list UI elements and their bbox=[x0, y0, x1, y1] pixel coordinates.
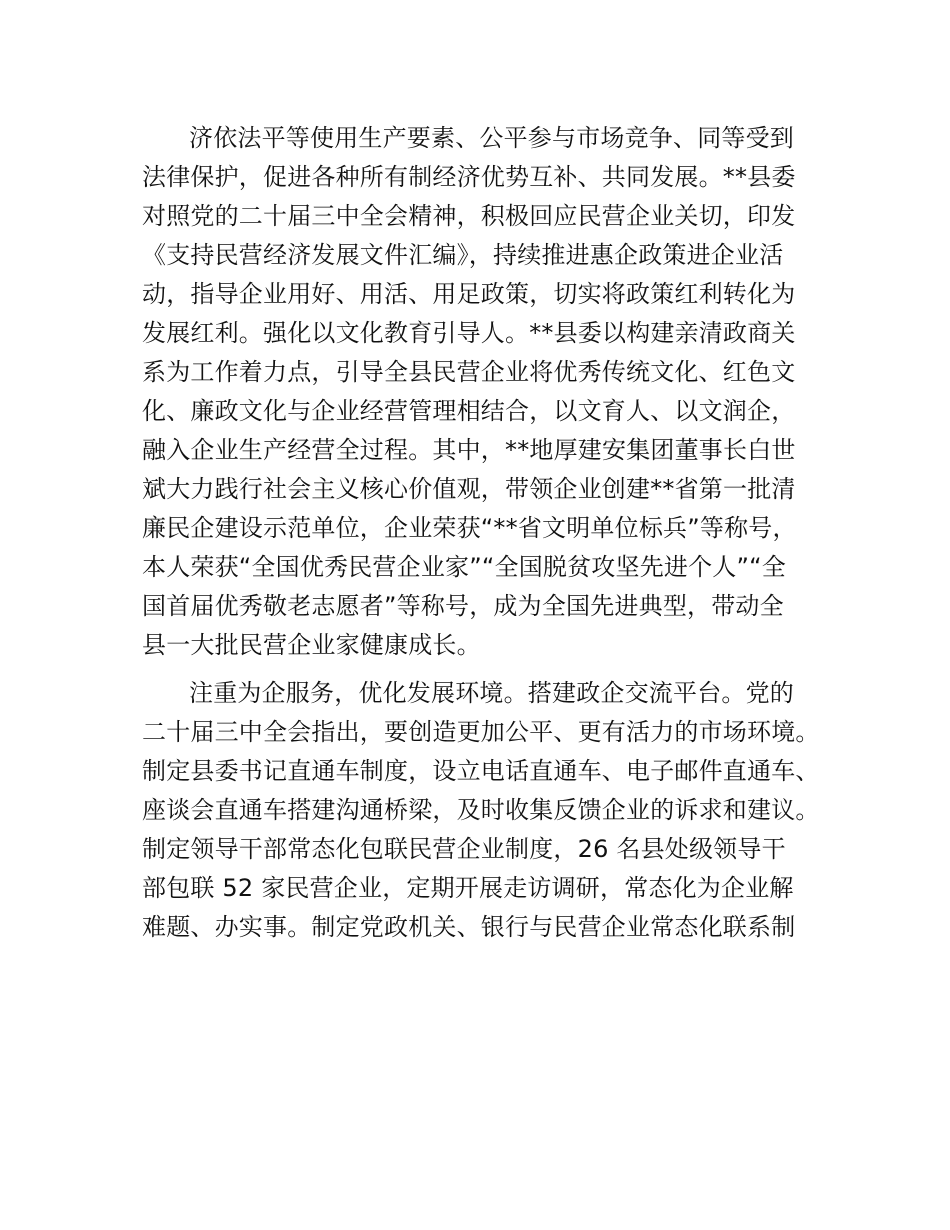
text-line: 斌大力践行社会主义核心价值观，带领企业创建**省第一批清 bbox=[142, 475, 796, 503]
text-line: 济依法平等使用生产要素、公平参与市场竞争、同等受到 bbox=[189, 124, 794, 152]
text-line: 本人荣获“全国优秀民营企业家”“全国脱贫攻坚先进个人”“全 bbox=[142, 553, 786, 581]
paragraph-2 bbox=[142, 674, 842, 947]
text-line: 法律保护，促进各种所有制经济优势互补、共同发展。**县委 bbox=[142, 163, 796, 191]
document-body bbox=[142, 119, 842, 947]
text-line: 融入企业生产经营全过程。其中，**地厚建安集团董事长白世 bbox=[142, 436, 796, 464]
text-line: 国首届优秀敬老志愿者”等称号，成为全国先进典型，带动全 bbox=[142, 592, 784, 620]
text-line: 二十届三中全会指出，要创造更加公平、更有活力的市场环境。 bbox=[142, 718, 820, 746]
text-line: 系为工作着力点，引导全县民营企业将优秀传统文化、红色文 bbox=[142, 358, 796, 386]
text-line: 县一大批民营企业家健康成长。 bbox=[142, 631, 481, 659]
text-line: 发展红利。强化以文化教育引导人。**县委以构建亲清政商关 bbox=[142, 319, 796, 347]
text-line: 座谈会直通车搭建沟通桥梁，及时收集反馈企业的诉求和建议。 bbox=[142, 796, 820, 824]
text-line: 制定县委书记直通车制度，设立电话直通车、电子邮件直通车、 bbox=[142, 757, 820, 785]
text-line: 注重为企服务，优化发展环境。搭建政企交流平台。党的 bbox=[189, 679, 794, 707]
text-line: 制定领导干部常态化包联民营企业制度，26 名县处级领导干 bbox=[142, 835, 786, 863]
text-line: 廉民企建设示范单位，企业荣获“**省文明单位标兵”等称号， bbox=[142, 514, 797, 542]
text-line: 难题、办实事。制定党政机关、银行与民营企业常态化联系制 bbox=[142, 913, 796, 941]
text-line: 对照党的二十届三中全会精神，积极回应民营企业关切，印发 bbox=[142, 202, 796, 230]
text-line: 部包联 52 家民营企业，定期开展走访调研，常态化为企业解 bbox=[142, 874, 794, 902]
text-line: 动，指导企业用好、用活、用足政策，切实将政策红利转化为 bbox=[142, 280, 796, 308]
text-line: 《支持民营经济发展文件汇编》，持续推进惠企政策进企业活 bbox=[142, 241, 784, 269]
text-line: 化、廉政文化与企业经营管理相结合，以文育人、以文润企， bbox=[142, 397, 796, 425]
paragraph-1 bbox=[142, 119, 842, 665]
